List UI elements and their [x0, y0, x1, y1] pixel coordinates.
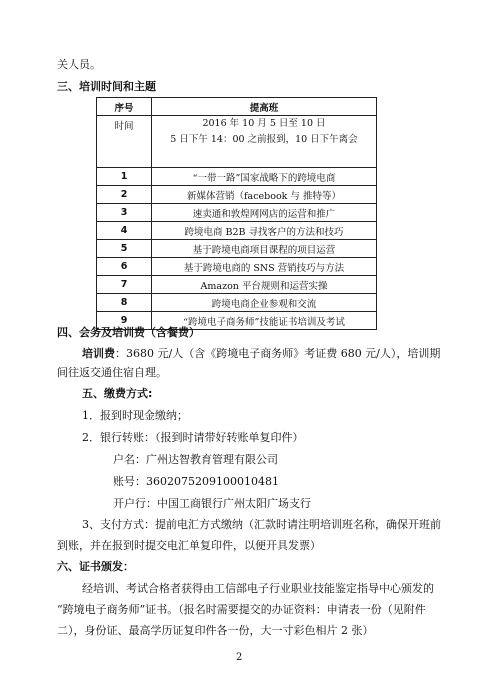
row-number: 7	[97, 276, 152, 294]
table-row	[97, 294, 377, 312]
table-row	[97, 204, 377, 222]
fee-label: 培训费	[82, 347, 115, 360]
table-row	[97, 240, 377, 258]
row-number: 8	[97, 294, 152, 312]
row-number: 1	[97, 168, 152, 186]
section3-heading: 三、培训时间和主题	[57, 80, 156, 93]
training-schedule-table	[96, 97, 377, 330]
account-name: 户名：广州达智教育管理有限公司	[113, 453, 278, 466]
row-topic: 跨境电商企业参观和交流	[152, 294, 377, 312]
fee-line-1	[82, 347, 440, 361]
row-number: 2	[97, 186, 152, 204]
fee-line-2: 间往返交通住宿自理。	[57, 366, 167, 379]
row-number: 3	[97, 204, 152, 222]
row-number: 6	[97, 258, 152, 276]
header-number: 序号	[97, 98, 152, 116]
row-number: 4	[97, 222, 152, 240]
row-topic: 跨境电商 B2B 寻找客户的方法和技巧	[152, 222, 377, 240]
time-row	[97, 116, 377, 168]
row-number: 5	[97, 240, 152, 258]
payment-item-3-line-2: 到账，并在报到时提交电汇单复印件，以便开具发票）	[57, 539, 321, 552]
time-line-1: 2016 年 10 月 5 日至 10 日	[202, 118, 326, 129]
account-number: 账号：3602075209100010481	[113, 475, 279, 488]
payment-item-1: 1．报到时现金缴纳；	[82, 409, 188, 422]
time-line-2: 5 日下午 14：00 之前报到，10 日下午离会	[170, 134, 358, 145]
row-topic: “跨境电子商务师”技能证书培训及考试	[152, 312, 377, 330]
payment-item-3-line-1: 3、支付方式：提前电汇方式缴纳（汇款时请注明培训班名称，确保开班前	[82, 518, 441, 531]
payment-item-2: 2．银行转账：（报到时请带好转账单复印件）	[82, 431, 304, 444]
intro-tail: 关人员。	[57, 58, 101, 71]
certificate-line-2: “跨境电子商务师”证书。（报名时需要提交的办证资料：申请表一份（见附件	[57, 603, 426, 616]
table-header-row	[97, 98, 377, 116]
section4-heading: 四、会务及培训费（含餐费）	[57, 326, 200, 339]
certificate-line-3: 二），身份证、最高学历证复印件各一份，大一寸彩色相片 2 张）	[57, 624, 374, 637]
row-topic: 新媒体营销（facebook 与 推特等）	[152, 186, 377, 204]
row-topic: “一带一路”国家战略下的跨境电商	[152, 168, 377, 186]
row-topic: Amazon 平台规则和运营实操	[152, 276, 377, 294]
time-value	[152, 116, 377, 168]
row-topic: 速卖通和敦煌网网店的运营和推广	[152, 204, 377, 222]
fee-detail: ：3680 元/人（含《跨境电子商务师》考证费 680 元/人），培训期	[115, 347, 441, 360]
row-topic: 基于跨境电商项目课程的项目运营	[152, 240, 377, 258]
section6-heading: 六、证书颁发：	[57, 560, 134, 573]
section5-heading: 五、缴费方式:	[82, 387, 153, 400]
table-row	[97, 168, 377, 186]
table-row	[97, 276, 377, 294]
time-label: 时间	[97, 116, 152, 168]
bank-name: 开户行：中国工商银行广州太阳广场支行	[113, 497, 311, 510]
row-number: 9	[97, 312, 152, 330]
table-row	[97, 258, 377, 276]
header-class: 提高班	[152, 98, 377, 116]
page-number: 2	[236, 652, 243, 663]
table-row	[97, 222, 377, 240]
certificate-line-1: 经培训、考试合格者获得由工信部电子行业职业技能鉴定指导中心颁发的	[82, 582, 434, 595]
row-topic: 基于跨境电商的 SNS 营销技巧与方法	[152, 258, 377, 276]
table-row	[97, 186, 377, 204]
